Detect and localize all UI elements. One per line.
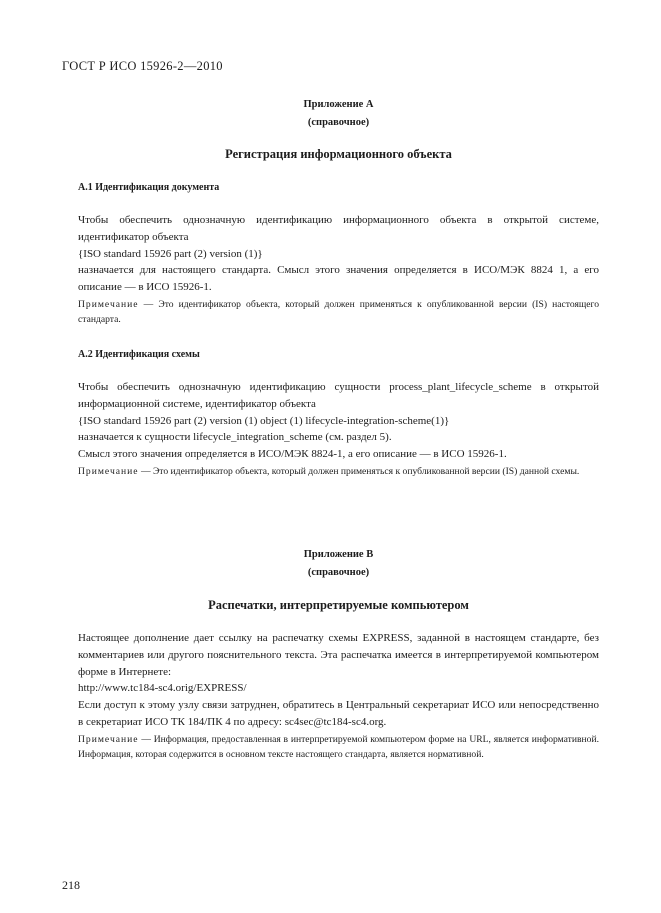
annex-b-status: (справочное) <box>307 567 370 578</box>
section-a1-paragraph-2: назначается для настоящего стандарта. Смысл этого значения определяется в ИСО/МЭК 8824 1, а его описание — в ИСО 15926-1. <box>78 264 599 294</box>
section-a1-identifier: {ISO standard 15926 part (2) version (1)} <box>78 247 263 260</box>
section-a2-paragraph-3: Смысл этого значения определяется в ИСО/МЭК 8824-1, а его описание — в ИСО 15926-1. <box>78 448 507 461</box>
annex-a-title: Приложение А <box>303 99 374 110</box>
section-a1-paragraph-1: Чтобы обеспечить однозначную идентификацию информационного объекта в открытой системе, идентификатор объекта <box>78 214 599 243</box>
section-a2-note <box>78 464 599 480</box>
section-a2-heading: А.2 Идентификация схемы <box>78 349 200 360</box>
section-a2-paragraph-2: назначается к сущности lifecycle_integration_scheme (см. раздел 5). <box>78 431 392 444</box>
annex-a-heading: Регистрация информационного объекта <box>225 147 452 161</box>
annex-b-body <box>78 630 599 763</box>
annex-b-url: http://www.tc184-sc4.orig/EXPRESS/ <box>78 682 247 695</box>
annex-b-heading: Распечатки, интерпретируемые компьютером <box>208 598 469 612</box>
note-text: — Это идентификатор объекта, который должен применяться к опубликованной версии (IS) данной схемы. <box>138 465 580 477</box>
annex-a-title-block <box>78 96 599 132</box>
section-a2-paragraph-1: Чтобы обеспечить однозначную идентификацию сущности process_plant_lifecycle_scheme в открытой информационной системе, идентификатор объекта <box>78 381 599 410</box>
note-label: Примечание <box>78 465 139 477</box>
section-a1-body <box>78 212 599 328</box>
annex-b-paragraph-2: Если доступ к этому узлу связи затруднен, обратитесь в Центральный секретариат ИСО или непосредственно в секретариат ИСО ТК 184/ПК 4 по адресу: sc4sec@tc184-sc4.org. <box>78 699 599 728</box>
note-text: — Это идентификатор объекта, который должен применяться к опубликованной версии (IS) настоящего стандарта. <box>78 298 599 326</box>
document-header: ГОСТ Р ИСО 15926-2—2010 <box>62 59 223 73</box>
annex-b-title: Приложение В <box>303 549 374 560</box>
section-a1-note <box>78 297 599 328</box>
section-a1-heading: А.1 Идентификация документа <box>78 182 220 193</box>
note-text: — Информация, предоставленная в интерпретируемой компьютером форме на URL, является информативной. Информация, которая содержится в основном тексте настоящего стандарта, является нормативной. <box>78 733 599 761</box>
section-a2-identifier: {ISO standard 15926 part (2) version (1) object (1) lifecycle-integration-scheme(1)} <box>78 414 450 427</box>
section-a2-body <box>78 379 599 479</box>
note-label: Примечание <box>78 298 139 310</box>
note-label: Примечание <box>78 733 139 745</box>
page-number: 218 <box>62 878 80 892</box>
annex-b-note <box>78 732 599 763</box>
annex-b-paragraph-1: Настоящее дополнение дает ссылку на распечатку схемы EXPRESS, заданной в настоящем стандарте, без комментариев или другого пояснительного текста. Эта распечатка имеется в интерпретируемой компьютером форме в Интернете: <box>78 632 599 678</box>
annex-b-title-block <box>78 546 599 582</box>
annex-a-status: (справочное) <box>307 117 370 128</box>
